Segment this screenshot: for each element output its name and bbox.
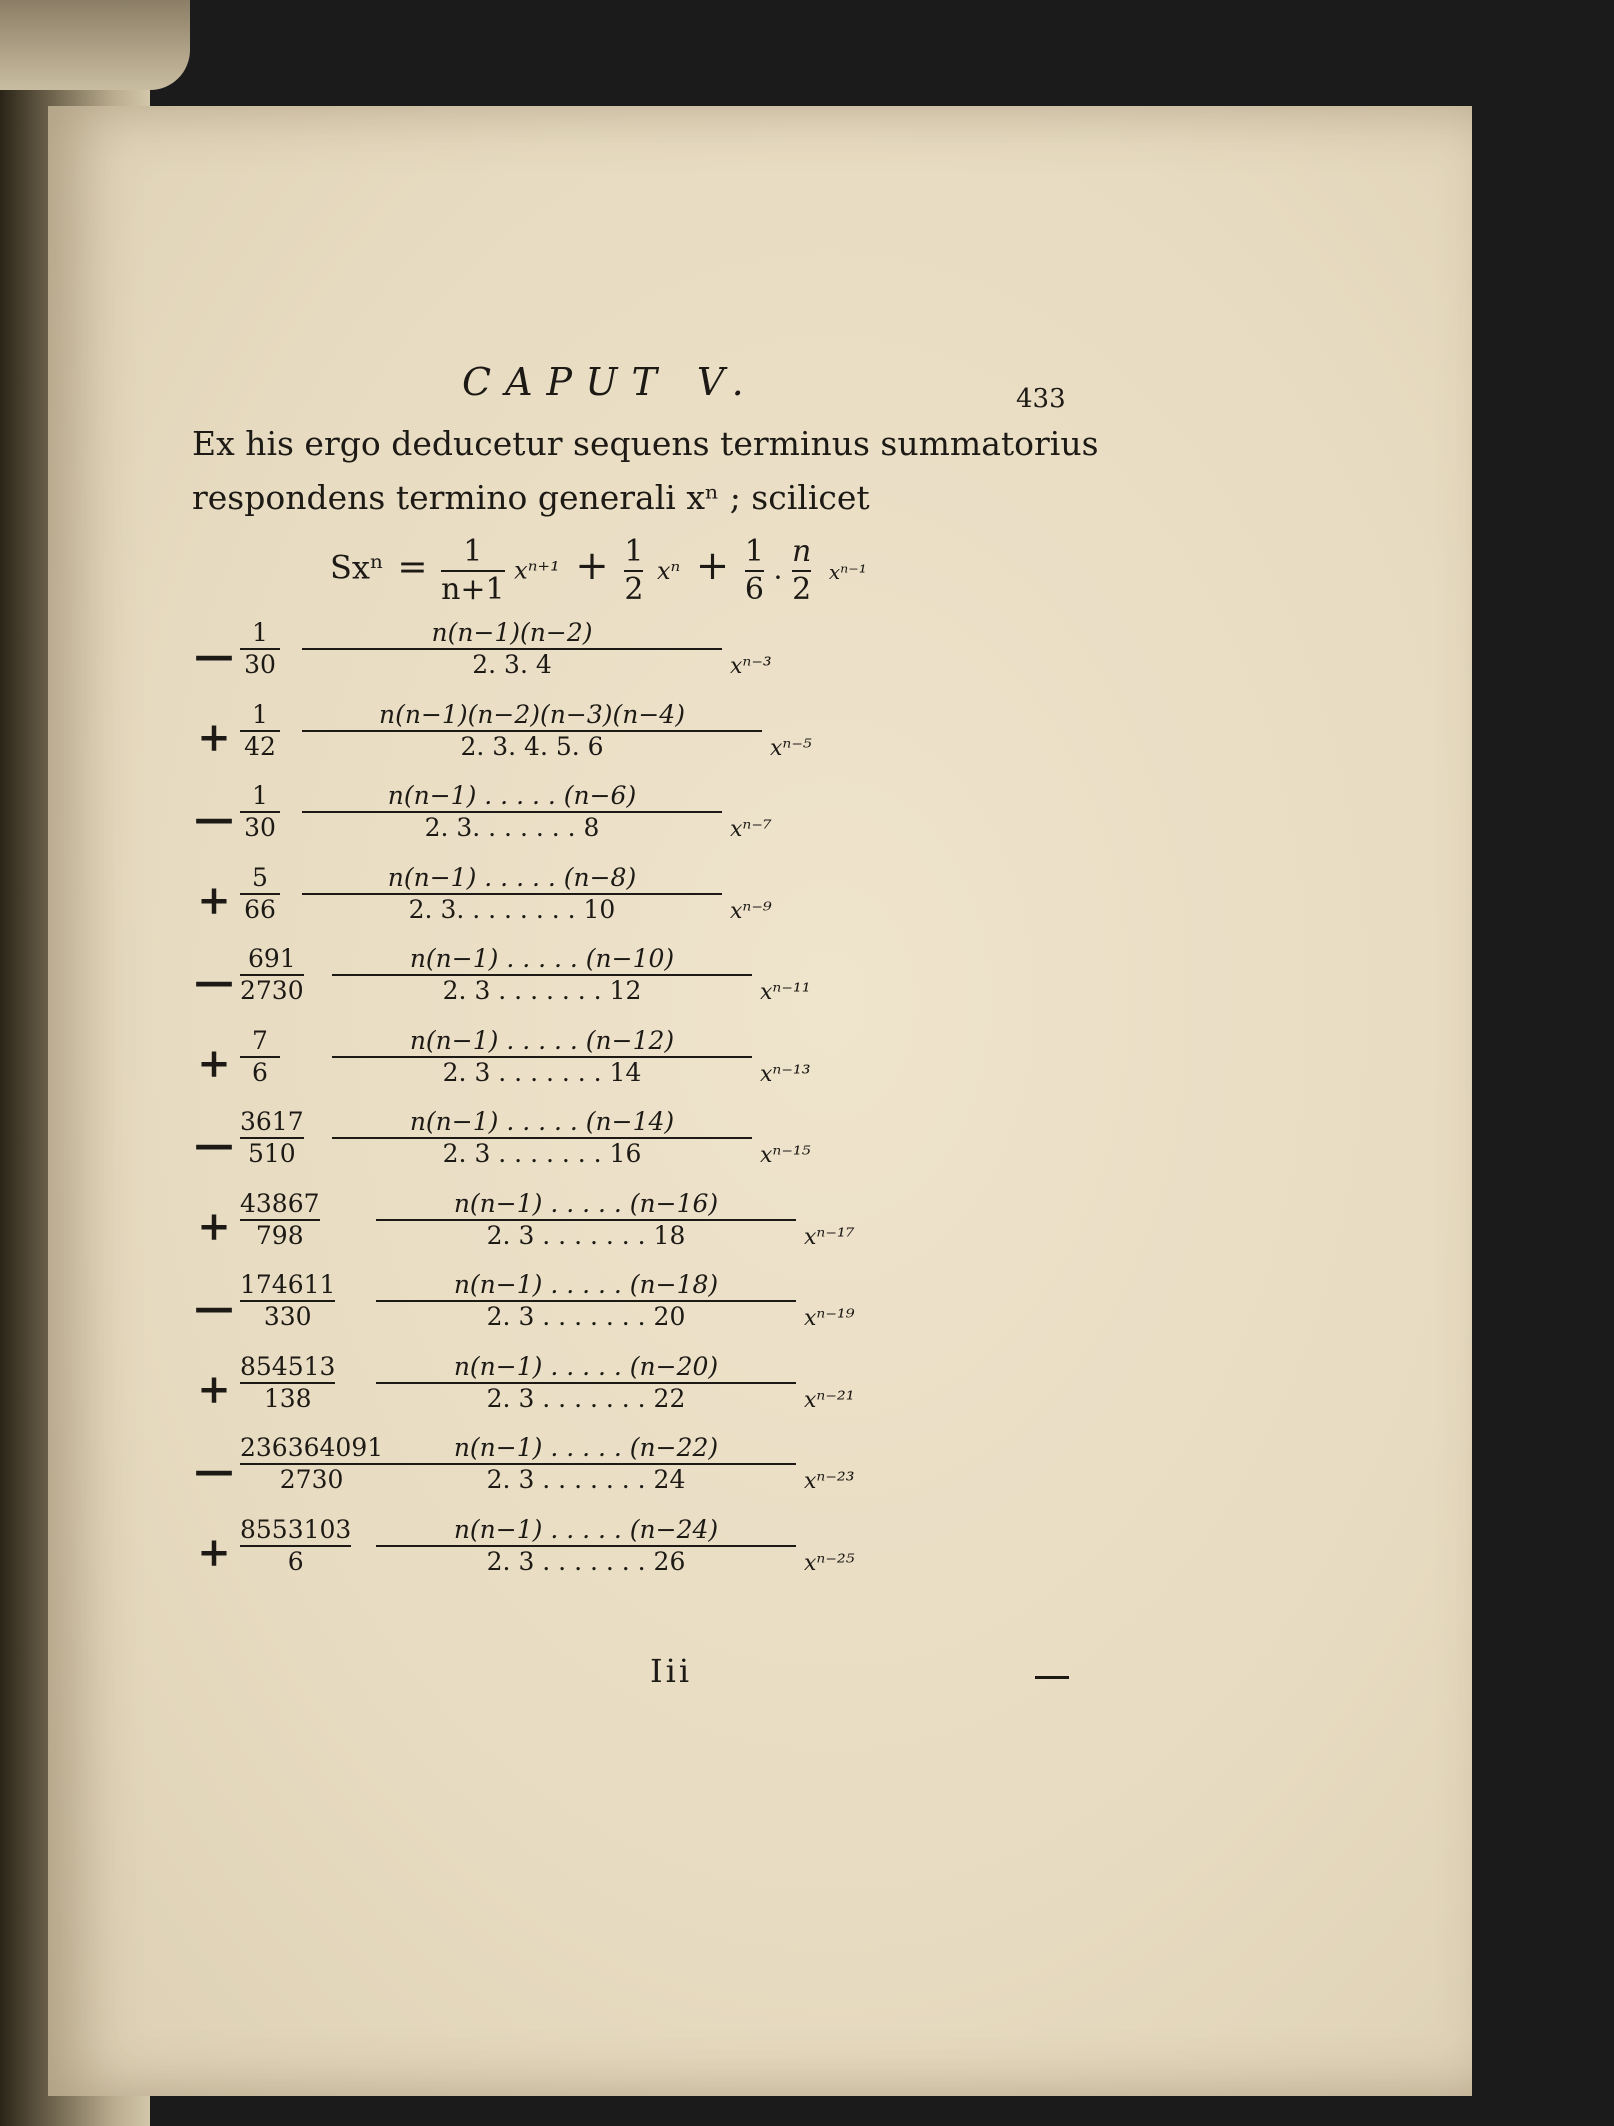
term-coefficient: 236364091 2730 [240,1433,384,1495]
term-sign: + [197,1365,231,1413]
body-text-line-2: respondens termino generali xⁿ ; scilicet [192,478,870,517]
summation-formula [190,536,1120,1676]
term-x-power: xⁿ⁻³ [730,654,772,679]
fraction-1-over-n-plus-1: $\frac{1}{n+1}$ [441,534,505,607]
term-sign: + [197,713,231,761]
chapter-title: CAPUT V. [462,360,758,404]
term-coefficient: 1 30 [240,620,280,679]
term-sign: — [194,1447,234,1494]
book-binding [0,0,190,90]
formula-term [190,1272,1120,1354]
term-factorial-fraction: n(n−1) . . . . . (n−24) 2. 3 . . . . . . . 26 [376,1517,796,1576]
x-power: xⁿ⁻¹ [828,559,867,584]
term-coefficient: 854513 138 [240,1351,336,1413]
page-number: 433 [1016,384,1066,414]
term-x-power: xⁿ⁻⁵ [770,735,812,761]
formula-term [190,620,1120,702]
fraction-1-over-2: $\frac{1}{2}$ [624,534,644,607]
formula-term [190,1514,1120,1599]
body-text-line-1: Ex his ergo deducetur sequens terminus summatorius [192,424,1099,463]
formula-term [190,1025,1120,1110]
term-x-power: xⁿ⁻²⁵ [804,1550,855,1576]
term-coefficient: 691 2730 [240,944,304,1006]
term-factorial-fraction: n(n−1)(n−2) 2. 3. 4 [302,620,722,679]
term-x-power: xⁿ⁻²³ [804,1469,855,1494]
formula-term [190,699,1120,784]
catchword: Iii [650,1652,693,1690]
fraction-1-over-6: $\frac{1}{6}$ [744,534,764,607]
term-sign: + [197,1528,231,1576]
term-factorial-fraction: n(n−1) . . . . . (n−6) 2. 3. . . . . . . 8 [302,783,722,842]
page-header [0,360,1614,420]
term-coefficient: 1 30 [240,783,280,842]
term-factorial-fraction: n(n−1) . . . . . (n−12) 2. 3 . . . . . . . 14 [332,1028,752,1087]
term-coefficient: 3617 510 [240,1107,304,1169]
x-power: xⁿ⁺¹ [514,556,560,585]
term-sign: + [197,1039,231,1087]
term-factorial-fraction: n(n−1) . . . . . (n−14) 2. 3 . . . . . . . 16 [332,1109,752,1168]
term-sign: — [194,632,234,679]
formula-term [190,1435,1120,1517]
formula-term [190,1109,1120,1191]
term-x-power: xⁿ⁻¹⁷ [804,1224,855,1250]
term-coefficient: 1 42 [240,702,280,761]
term-x-power: xⁿ⁻⁹ [730,898,772,924]
term-coefficient: 8553103 6 [240,1514,352,1576]
term-sign: + [197,1202,231,1250]
term-sign: — [194,1284,234,1331]
term-sign: — [194,1121,234,1168]
term-x-power: xⁿ⁻²¹ [804,1387,855,1413]
plus-sign: + [695,542,730,589]
term-coefficient: 43867 798 [240,1188,320,1250]
term-coefficient: 5 66 [240,865,280,924]
formula-lhs: Sxⁿ [330,548,384,587]
term-x-power: xⁿ⁻¹⁹ [804,1306,855,1331]
term-x-power: xⁿ⁻¹⁵ [760,1143,811,1168]
term-coefficient: 174611 330 [240,1270,336,1332]
formula-term [190,1188,1120,1273]
x-power: xⁿ [656,556,681,585]
term-sign: — [194,795,234,842]
term-factorial-fraction: n(n−1) . . . . . (n−16) 2. 3 . . . . . . . 18 [376,1191,796,1250]
term-sign: + [197,876,231,924]
formula-term [190,946,1120,1028]
fraction-n-over-2: $\frac{n}{2}$ [791,534,812,607]
term-factorial-fraction: n(n−1) . . . . . (n−18) 2. 3 . . . . . . . 20 [376,1272,796,1331]
term-x-power: xⁿ⁻⁷ [730,817,772,842]
formula-term [190,1351,1120,1436]
plus-sign: + [575,542,609,589]
term-factorial-fraction: n(n−1) . . . . . (n−8) 2. 3. . . . . . . . 10 [302,865,722,924]
term-factorial-fraction: n(n−1) . . . . . (n−10) 2. 3 . . . . . . . 12 [332,946,752,1005]
term-x-power: xⁿ⁻¹³ [760,1061,811,1087]
catchword-dash [1035,1676,1069,1679]
term-coefficient: 7 6 [240,1028,280,1087]
term-x-power: xⁿ⁻¹¹ [760,980,811,1005]
term-factorial-fraction: n(n−1) . . . . . (n−22) 2. 3 . . . . . . . 24 [376,1435,796,1494]
formula-term [190,783,1120,865]
term-factorial-fraction: n(n−1) . . . . . (n−20) 2. 3 . . . . . . . 22 [376,1354,796,1413]
formula-line-first: Sxⁿ = $\frac{1}{n+1}$ xⁿ⁺¹ + $\frac{1}{2}$ xⁿ + $\frac{1}{6}$ . $\frac{n}{2}$ xⁿ⁻¹ [330,534,867,607]
term-sign: — [194,958,234,1005]
equals-sign: = [397,546,428,588]
formula-term [190,862,1120,947]
term-factorial-fraction: n(n−1)(n−2)(n−3)(n−4) 2. 3. 4. 5. 6 [302,702,762,761]
